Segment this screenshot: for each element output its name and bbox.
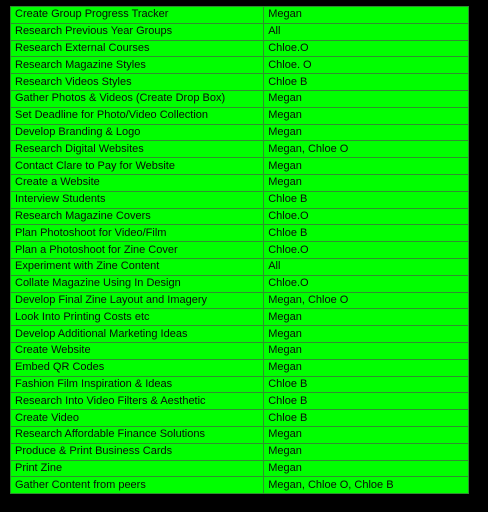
task-cell[interactable]: Embed QR Codes — [11, 359, 264, 376]
owner-cell[interactable]: Megan, Chloe O — [264, 141, 469, 158]
task-cell[interactable]: Research Previous Year Groups — [11, 23, 264, 40]
task-cell[interactable]: Create a Website — [11, 174, 264, 191]
table-row — [11, 124, 469, 141]
owner-cell[interactable]: All — [264, 23, 469, 40]
task-cell[interactable]: Print Zine — [11, 460, 264, 477]
owner-cell[interactable]: Megan — [264, 443, 469, 460]
table-row — [11, 460, 469, 477]
owner-cell[interactable]: Megan — [264, 460, 469, 477]
table-row — [11, 90, 469, 107]
task-cell[interactable]: Research External Courses — [11, 40, 264, 57]
task-cell[interactable]: Develop Additional Marketing Ideas — [11, 326, 264, 343]
table-row — [11, 7, 469, 24]
task-cell[interactable]: Create Website — [11, 342, 264, 359]
table-row — [11, 57, 469, 74]
table-row — [11, 393, 469, 410]
task-table-container — [10, 6, 469, 494]
table-row — [11, 292, 469, 309]
table-row — [11, 410, 469, 427]
task-cell[interactable]: Collate Magazine Using In Design — [11, 275, 264, 292]
task-cell[interactable]: Develop Branding & Logo — [11, 124, 264, 141]
table-row — [11, 74, 469, 91]
task-cell[interactable]: Plan Photoshoot for Video/Film — [11, 225, 264, 242]
task-cell[interactable]: Research Magazine Styles — [11, 57, 264, 74]
task-cell[interactable]: Research Into Video Filters & Aesthetic — [11, 393, 264, 410]
owner-cell[interactable]: Megan — [264, 174, 469, 191]
owner-cell[interactable]: Chloe B — [264, 191, 469, 208]
owner-cell[interactable]: Chloe.O — [264, 40, 469, 57]
table-row — [11, 426, 469, 443]
table-row — [11, 40, 469, 57]
task-cell[interactable]: Research Affordable Finance Solutions — [11, 426, 264, 443]
owner-cell[interactable]: Chloe.O — [264, 208, 469, 225]
owner-cell[interactable]: Megan — [264, 90, 469, 107]
task-cell[interactable]: Plan a Photoshoot for Zine Cover — [11, 242, 264, 259]
task-cell[interactable]: Experiment with Zine Content — [11, 258, 264, 275]
owner-cell[interactable]: Chloe B — [264, 376, 469, 393]
owner-cell[interactable]: Chloe. O — [264, 57, 469, 74]
owner-cell[interactable]: All — [264, 258, 469, 275]
task-table — [10, 6, 469, 494]
owner-cell[interactable]: Megan — [264, 158, 469, 175]
task-cell[interactable]: Research Videos Styles — [11, 74, 264, 91]
owner-cell[interactable]: Megan — [264, 124, 469, 141]
task-cell[interactable]: Contact Clare to Pay for Website — [11, 158, 264, 175]
table-row — [11, 191, 469, 208]
table-row — [11, 208, 469, 225]
table-row — [11, 443, 469, 460]
task-cell[interactable]: Look Into Printing Costs etc — [11, 309, 264, 326]
table-row — [11, 359, 469, 376]
table-row — [11, 23, 469, 40]
task-cell[interactable]: Create Group Progress Tracker — [11, 7, 264, 24]
task-cell[interactable]: Develop Final Zine Layout and Imagery — [11, 292, 264, 309]
table-row — [11, 141, 469, 158]
table-row — [11, 158, 469, 175]
table-row — [11, 477, 469, 494]
owner-cell[interactable]: Chloe B — [264, 410, 469, 427]
table-row — [11, 326, 469, 343]
table-row — [11, 275, 469, 292]
owner-cell[interactable]: Chloe.O — [264, 275, 469, 292]
owner-cell[interactable]: Megan — [264, 309, 469, 326]
owner-cell[interactable]: Chloe B — [264, 225, 469, 242]
owner-cell[interactable]: Megan — [264, 342, 469, 359]
table-row — [11, 225, 469, 242]
task-cell[interactable]: Research Magazine Covers — [11, 208, 264, 225]
table-row — [11, 242, 469, 259]
task-cell[interactable]: Produce & Print Business Cards — [11, 443, 264, 460]
owner-cell[interactable]: Megan — [264, 326, 469, 343]
task-cell[interactable]: Gather Content from peers — [11, 477, 264, 494]
owner-cell[interactable]: Megan, Chloe O, Chloe B — [264, 477, 469, 494]
table-row — [11, 376, 469, 393]
owner-cell[interactable]: Megan — [264, 107, 469, 124]
table-row — [11, 258, 469, 275]
owner-cell[interactable]: Chloe B — [264, 393, 469, 410]
table-row — [11, 309, 469, 326]
task-cell[interactable]: Set Deadline for Photo/Video Collection — [11, 107, 264, 124]
table-row — [11, 342, 469, 359]
owner-cell[interactable]: Chloe.O — [264, 242, 469, 259]
owner-cell[interactable]: Megan — [264, 426, 469, 443]
owner-cell[interactable]: Chloe B — [264, 74, 469, 91]
task-cell[interactable]: Fashion Film Inspiration & Ideas — [11, 376, 264, 393]
table-row — [11, 174, 469, 191]
task-cell[interactable]: Interview Students — [11, 191, 264, 208]
task-cell[interactable]: Create Video — [11, 410, 264, 427]
task-cell[interactable]: Research Digital Websites — [11, 141, 264, 158]
task-cell[interactable]: Gather Photos & Videos (Create Drop Box) — [11, 90, 264, 107]
owner-cell[interactable]: Megan — [264, 7, 469, 24]
owner-cell[interactable]: Megan — [264, 359, 469, 376]
task-table-body — [11, 7, 469, 494]
table-row — [11, 107, 469, 124]
owner-cell[interactable]: Megan, Chloe O — [264, 292, 469, 309]
